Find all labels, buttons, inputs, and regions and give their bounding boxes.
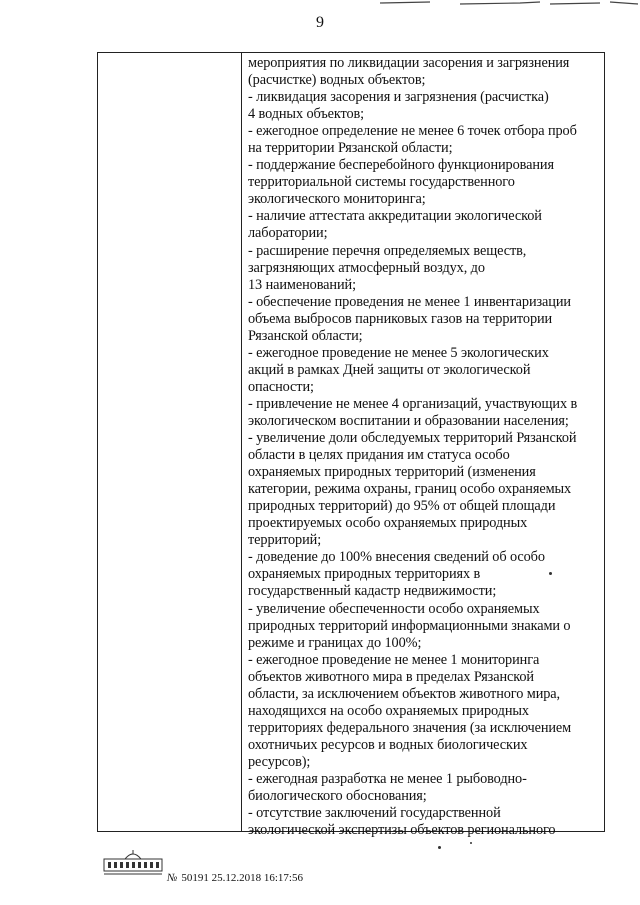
text-line: области в целях придания им статуса особо (248, 447, 510, 464)
scan-speck (438, 846, 441, 849)
text-line: - ежегодная разработка не менее 1 рыбоводно- (248, 770, 527, 787)
text-line: загрязняющих атмосферный воздух, до (248, 259, 485, 276)
text-line: акций в рамках Дней защиты от экологической (248, 361, 531, 378)
text-line: - увеличение доли обследуемых территорий Рязанской (248, 430, 577, 447)
text-line: объектов животного мира в пределах Рязанской (248, 668, 534, 685)
text-line: - обеспечение проведения не менее 1 инвентаризации (248, 293, 571, 310)
text-line: - ежегодное проведение не менее 5 экологических (248, 344, 549, 361)
text-line: 4 водных объектов; (248, 106, 365, 123)
table-column-divider (241, 53, 242, 831)
text-line: лаборатории; (248, 225, 328, 242)
text-line: области, за исключением объектов животного мира, (248, 685, 561, 702)
text-line: режиме и границах до 100%; (248, 634, 422, 651)
text-line: - доведение до 100% внесения сведений об особо (248, 549, 545, 566)
text-line: - ликвидация засорения и загрязнения (расчистка) (248, 89, 549, 106)
registration-footer (167, 872, 303, 884)
text-line: природных территорий) до 95% от общей площади (248, 498, 556, 515)
text-line: биологического обоснования; (248, 788, 427, 805)
text-line: находящихся на особо охраняемых природных (248, 702, 529, 719)
text-line: категории, режима охраны, границ особо охраняемых (248, 481, 572, 498)
scan-artifact-top (370, 0, 640, 6)
registration-number-datetime: 50191 25.12.2018 16:17:56 (181, 872, 303, 884)
text-line: - расширение перечня определяемых веществ, (248, 242, 527, 259)
text-line: - увеличение обеспеченности особо охраняемых (248, 600, 540, 617)
text-line: - наличие аттестата аккредитации экологической (248, 208, 542, 225)
text-line: охраняемых природных территорий (изменения (248, 464, 536, 481)
text-line: - поддержание бесперебойного функционирования (248, 157, 554, 174)
text-line: территориях федерального значения (за исключением (248, 719, 572, 736)
text-line: экологического мониторинга; (248, 191, 426, 208)
text-line: - ежегодное определение не менее 6 точек отбора проб (248, 123, 577, 140)
text-line: объема выбросов парниковых газов на территории (248, 310, 553, 327)
text-line: ресурсов); (248, 753, 311, 770)
text-line: - ежегодное проведение не менее 1 мониторинга (248, 651, 540, 668)
scan-speck (549, 572, 552, 575)
text-line: на территории Рязанской области; (248, 140, 453, 157)
text-line: проектируемых особо охраняемых природных (248, 515, 528, 532)
text-line: экологической экспертизы объектов регионального (248, 822, 556, 839)
table-right-cell (248, 55, 600, 839)
scan-speck (470, 842, 472, 844)
text-line: природных территорий информационными знаками о (248, 617, 571, 634)
text-line: опасности; (248, 378, 314, 395)
registration-stamp-icon (103, 848, 163, 876)
registration-mark: № (167, 872, 178, 884)
text-line: охраняемых природных территориях в (248, 566, 481, 583)
text-line: - отсутствие заключений государственной (248, 805, 501, 822)
document-table (97, 52, 605, 839)
text-line: государственный кадастр недвижимости; (248, 583, 497, 600)
page-number: 9 (316, 14, 324, 31)
text-line: (расчистке) водных объектов; (248, 72, 426, 89)
text-line: мероприятия по ликвидации засорения и загрязнения (248, 55, 570, 71)
text-line: - привлечение не менее 4 организаций, участвующих в (248, 395, 578, 412)
text-line: 13 наименований; (248, 276, 356, 293)
text-line: охотничьих ресурсов и водных биологических (248, 736, 528, 753)
text-line: Рязанской области; (248, 327, 363, 344)
text-line: территорий; (248, 532, 322, 549)
text-line: территориальной системы государственного (248, 174, 515, 191)
text-line: экологическом воспитании и образовании населения; (248, 412, 569, 429)
